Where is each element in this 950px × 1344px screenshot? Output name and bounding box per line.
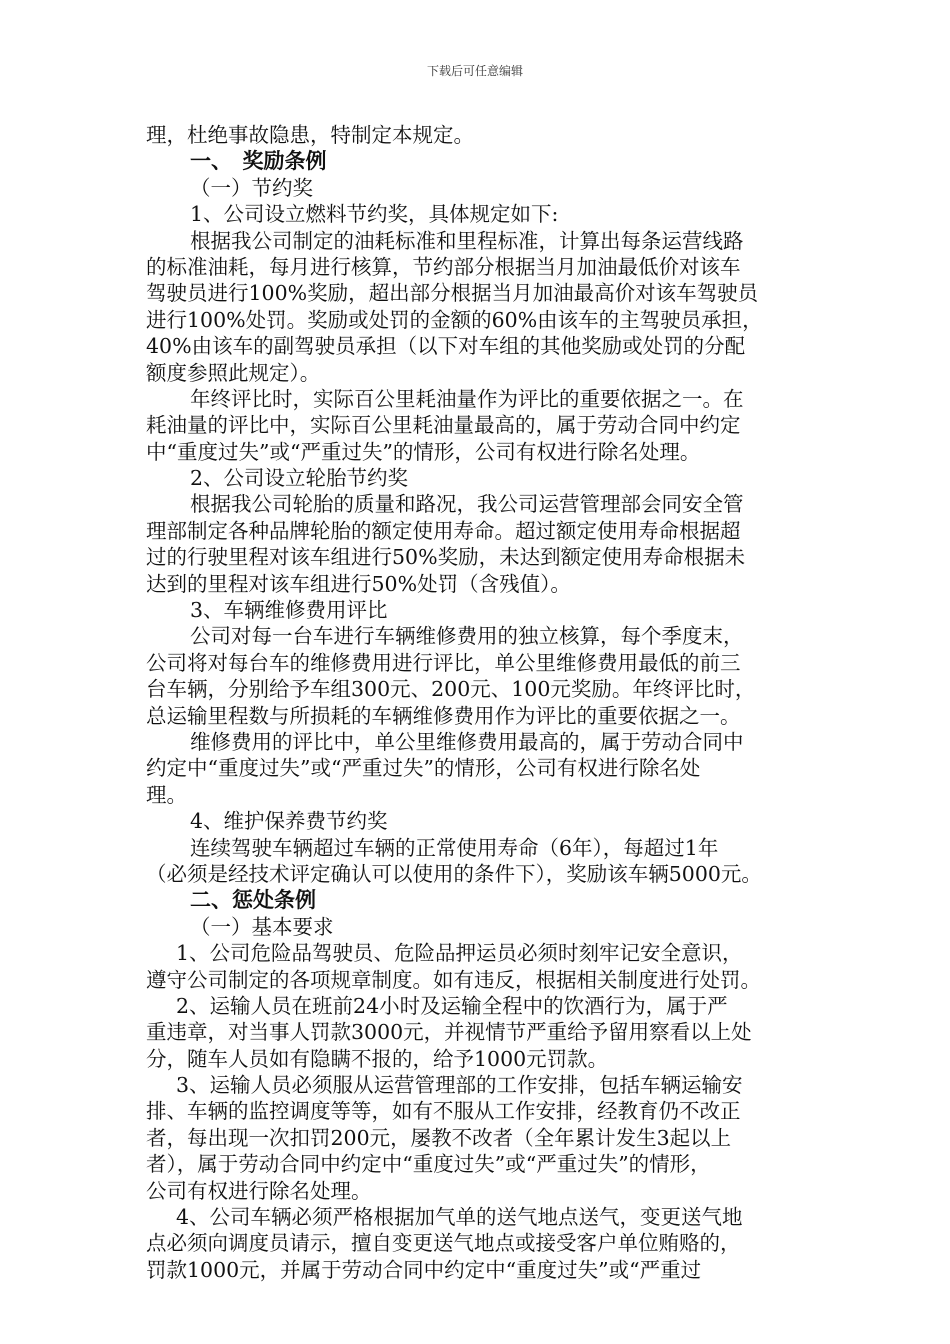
text-line: 连续驾驶车辆超过车辆的正常使用寿命（6年），每超过1年 xyxy=(190,835,719,860)
text-line: 年终评比时，实际百公里耗油量作为评比的重要依据之一。在 xyxy=(190,386,744,411)
page-header: 下载后可任意编辑 xyxy=(426,64,523,78)
text-line: 者），属于劳动合同中约定中“重度过失”或“严重过失”的情形， xyxy=(146,1152,711,1177)
text-line: 额度参照此规定）。 xyxy=(146,360,321,385)
text-line: 排、车辆的监控调度等等，如有不服从工作安排，经教育仍不改正 xyxy=(146,1099,741,1124)
text-line: 达到的里程对该车组进行50%处罚（含残值）。 xyxy=(146,571,571,596)
text-line: 1、公司设立燃料节约奖，具体规定如下: xyxy=(190,202,559,227)
text-line: 进行100%处罚。奖励或处罚的金额的60%由该车的主驾驶员承担， xyxy=(146,307,763,332)
text-line: 重违章，对当事人罚款3000元，并视情节严重给予留用察看以上处 xyxy=(146,1020,752,1045)
text-line: 罚款1000元，并属于劳动合同中约定中“重度过失”或“严重过 xyxy=(146,1257,702,1282)
text-line: 根据我公司制定的油耗标准和里程标准，计算出每条运营线路 xyxy=(190,228,744,253)
text-line: （一）基本要求 xyxy=(190,914,334,939)
text-line: 维修费用的评比中，单公里维修费用最高的，属于劳动合同中 xyxy=(190,729,744,754)
text-line: 4、维护保养费节约奖 xyxy=(190,809,388,834)
text-line: 理部制定各种品牌轮胎的额定使用寿命。超过额定使用寿命根据超 xyxy=(146,518,741,543)
text-line: 根据我公司轮胎的质量和路况，我公司运营管理部会同安全管 xyxy=(190,492,744,517)
text-line: 驾驶员进行100%奖励，超出部分根据当月加油最高价对该车驾驶员 xyxy=(146,281,759,306)
text-line: 4、公司车辆必须严格根据加气单的送气地点送气，变更送气地 xyxy=(176,1205,743,1230)
text-line: 总运输里程数与所损耗的车辆维修费用作为评比的重要依据之一。 xyxy=(146,703,741,728)
text-line: 3、车辆维修费用评比 xyxy=(190,598,388,623)
text-line: 40%由该车的副驾驶员承担（以下对车组的其他奖励或处罚的分配 xyxy=(146,334,746,359)
text-line: 约定中“重度过失”或“严重过失”的情形，公司有权进行除名处 xyxy=(146,756,701,781)
text-line: 中“重度过失”或“严重过失”的情形，公司有权进行除名处理。 xyxy=(146,439,701,464)
document-body xyxy=(146,122,826,1283)
text-line: 的标准油耗，每月进行核算，节约部分根据当月加油最低价对该车 xyxy=(146,254,741,279)
text-line: （必须是经技术评定确认可以使用的条件下），奖励该车辆5000元。 xyxy=(146,861,762,886)
text-line: 1、公司危险品驾驶员、危险品押运员必须时刻牢记安全意识， xyxy=(176,941,743,966)
text-line: 公司对每一台车进行车辆维修费用的独立核算，每个季度末， xyxy=(190,624,744,649)
text-line: 3、运输人员必须服从运营管理部的工作安排，包括车辆运输安 xyxy=(176,1073,743,1098)
text-line: 理。 xyxy=(146,782,187,807)
text-line: 理，杜绝事故隐患，特制定本规定。 xyxy=(146,123,474,147)
text-line: 2、运输人员在班前24小时及运输全程中的饮酒行为，属于严 xyxy=(176,993,728,1018)
text-line: 公司有权进行除名处理。 xyxy=(146,1178,372,1203)
text-line: 公司将对每台车的维修费用进行评比，单公里维修费用最低的前三 xyxy=(146,650,741,675)
text-line: 2、公司设立轮胎节约奖 xyxy=(190,466,409,491)
text-line: 耗油量的评比中，实际百公里耗油量最高的，属于劳动合同中约定 xyxy=(146,413,741,438)
text-line: 遵守公司制定的各项规章制度。如有违反，根据相关制度进行处罚。 xyxy=(146,967,761,992)
text-line: 分，随车人员如有隐瞒不报的，给予1000元罚款。 xyxy=(146,1046,609,1071)
text-line: （一）节约奖 xyxy=(190,175,313,200)
text-line: 者，每出现一次扣罚200元，屡教不改者（全年累计发生3起以上 xyxy=(146,1125,732,1150)
text-line: 台车辆，分别给予车组300元、200元、100元奖励。年终评比时， xyxy=(146,677,756,702)
text-line: 点必须向调度员请示，擅自变更送气地点或接受客户单位贿赂的， xyxy=(146,1231,741,1256)
text-line: 过的行驶里程对该车组进行50%奖励，未达到额定使用寿命根据未 xyxy=(146,545,746,570)
section-heading: 二、惩处条例 xyxy=(190,887,316,913)
section-heading: 一、 奖励条例 xyxy=(190,148,327,174)
